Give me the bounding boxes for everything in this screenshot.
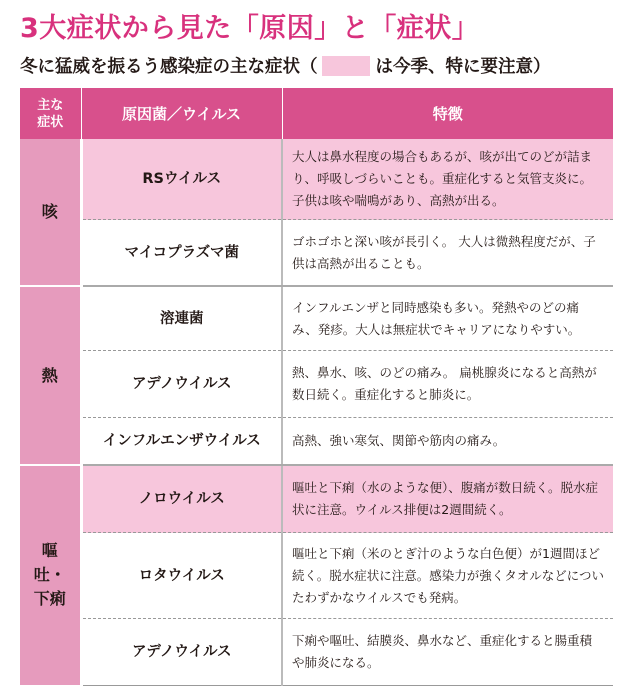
cause-cell: マイコプラズマ菌 bbox=[81, 220, 282, 287]
table-header-row bbox=[20, 88, 613, 139]
feature-cell: 熱、鼻水、咳、のどの痛み。 扁桃腺炎になると高熱が数日続く。重症化すると肺炎に。 bbox=[282, 351, 613, 418]
highlight-swatch bbox=[322, 56, 370, 76]
subtitle-text: 冬に猛威を振るう感染症の主な症状（ bbox=[20, 57, 318, 77]
table-row bbox=[20, 619, 613, 686]
feature-cell: 大人は鼻水程度の場合もあるが、咳が出てのどが詰まり、呼吸しづらいことも。重症化すると気管支炎に。子供は咳や喘鳴があり、高熱が出る。 bbox=[282, 139, 613, 220]
feature-cell: ゴホゴホと深い咳が長引く。 大人は微熱程度だが、子供は高熱が出ることも。 bbox=[282, 220, 613, 287]
cause-cell: アデノウイルス bbox=[81, 351, 282, 418]
symptom-cell-fever: 熱 bbox=[20, 286, 81, 465]
cause-cell: ロタウイルス bbox=[81, 533, 282, 619]
table-row bbox=[20, 465, 613, 533]
cause-cell: ノロウイルス bbox=[81, 465, 282, 533]
subtitle bbox=[20, 53, 551, 78]
symptom-cell-cough: 咳 bbox=[20, 139, 81, 286]
subtitle-note: は今季、特に要注意） bbox=[375, 57, 551, 77]
header-feature: 特徴 bbox=[282, 88, 613, 139]
table-row bbox=[20, 220, 613, 287]
feature-cell: 嘔吐と下痢（水のような便）、腹痛が数日続く。脱水症状に注意。ウイルス排便は2週間続く。 bbox=[282, 465, 613, 533]
header-symptom: 主な症状 bbox=[20, 88, 81, 139]
page-title: 3大症状から見た「原因」と「症状」 bbox=[20, 13, 480, 44]
feature-cell: インフルエンザと同時感染も多い。発熱やのどの痛み、発疹。大人は無症状でキャリアになりやすい。 bbox=[282, 286, 613, 351]
header-cause: 原因菌／ウイルス bbox=[81, 88, 282, 139]
feature-cell: 高熱、強い寒気、関節や筋肉の痛み。 bbox=[282, 418, 613, 466]
cause-cell: アデノウイルス bbox=[81, 619, 282, 686]
symptom-cell-vomit: 嘔吐・下痢 bbox=[20, 465, 81, 686]
table-row bbox=[20, 533, 613, 619]
table-row bbox=[20, 286, 613, 351]
table-row bbox=[20, 139, 613, 220]
cause-cell: インフルエンザウイルス bbox=[81, 418, 282, 466]
feature-cell: 嘔吐と下痢（米のとぎ汁のような白色便）が1週間ほど続く。脱水症状に注意。感染力が強くタオルなどについたわずかなウイルスでも発病。 bbox=[282, 533, 613, 619]
cause-cell: 溶連菌 bbox=[81, 286, 282, 351]
feature-cell: 下痢や嘔吐、結膜炎、鼻水など、重症化すると腸重積や肺炎になる。 bbox=[282, 619, 613, 686]
table-row bbox=[20, 351, 613, 418]
symptom-table bbox=[20, 88, 613, 687]
table-row bbox=[20, 418, 613, 466]
cause-cell: RSウイルス bbox=[81, 139, 282, 220]
